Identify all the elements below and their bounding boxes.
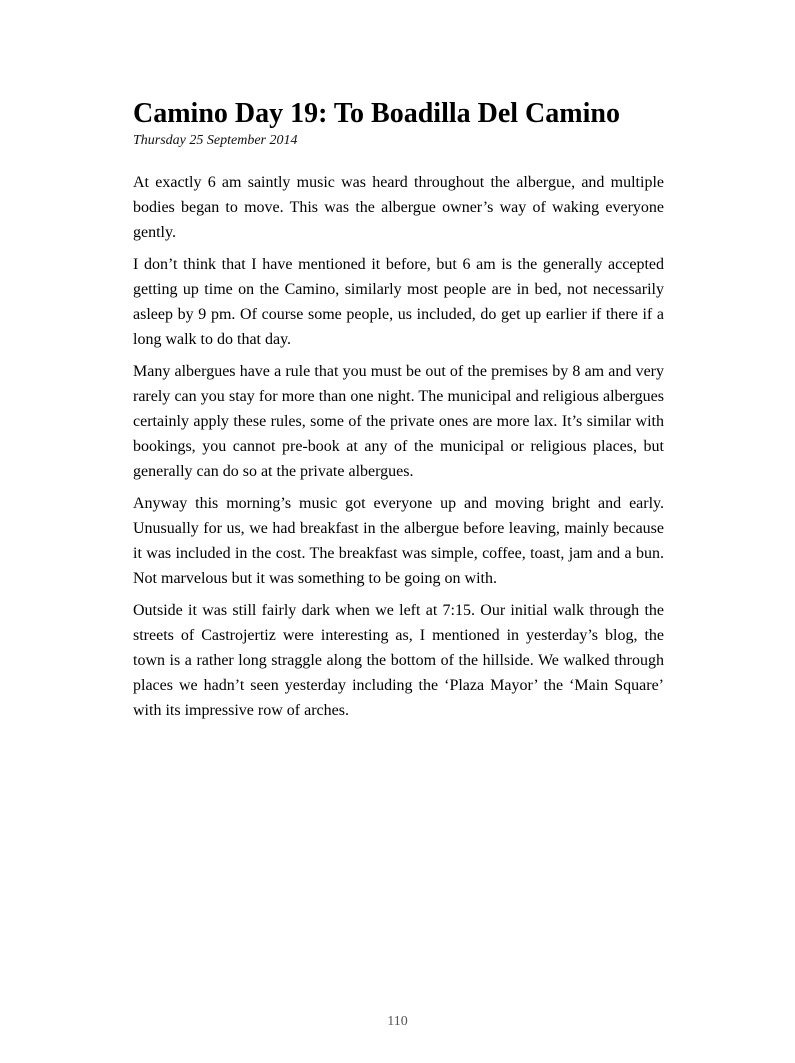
article — [133, 99, 664, 730]
page-number: 110 — [387, 1014, 408, 1029]
body-paragraph: Many albergues have a rule that you must be out of the premises by 8 am and very rarely can you stay for more than one night. The municipal and religious albergues certainly apply these rules, some of the private ones are more lax. It’s similar with bookings, you cannot pre-book at any of the municipal or religious places, but generally can do so at the private albergues. — [133, 363, 664, 480]
body-paragraph: Outside it was still fairly dark when we left at 7:15. Our initial walk through the streets of Castrojertiz were interesting as, I mentioned in yesterday’s blog, the town is a rather long straggle along the bottom of the hillside. We walked through places we hadn’t seen yesterday including the ‘Plaza Mayor’ the ‘Main Square’ with its impressive row of arches. — [133, 602, 664, 719]
page-title: Camino Day 19: To Boadilla Del Camino — [133, 98, 620, 129]
body-paragraph: Anyway this morning’s music got everyone up and moving bright and early. Unusually for us, we had breakfast in the albergue before leaving, mainly because it was included in the cost. The breakfast was simple, coffee, toast, jam and a bun. Not marvelous but it was something to be going on with. — [133, 495, 664, 587]
post-date: Thursday 25 September 2014 — [133, 133, 298, 148]
body-paragraph: I don’t think that I have mentioned it before, but 6 am is the generally accepted getting up time on the Camino, similarly most people are in bed, not necessarily asleep by 9 pm. Of course some people, us included, do get up earlier if there if a long walk to do that day. — [133, 256, 664, 348]
body-paragraph: At exactly 6 am saintly music was heard throughout the albergue, and multiple bodies began to move. This was the albergue owner’s way of waking everyone gently. — [133, 174, 664, 241]
article-body — [133, 170, 664, 723]
